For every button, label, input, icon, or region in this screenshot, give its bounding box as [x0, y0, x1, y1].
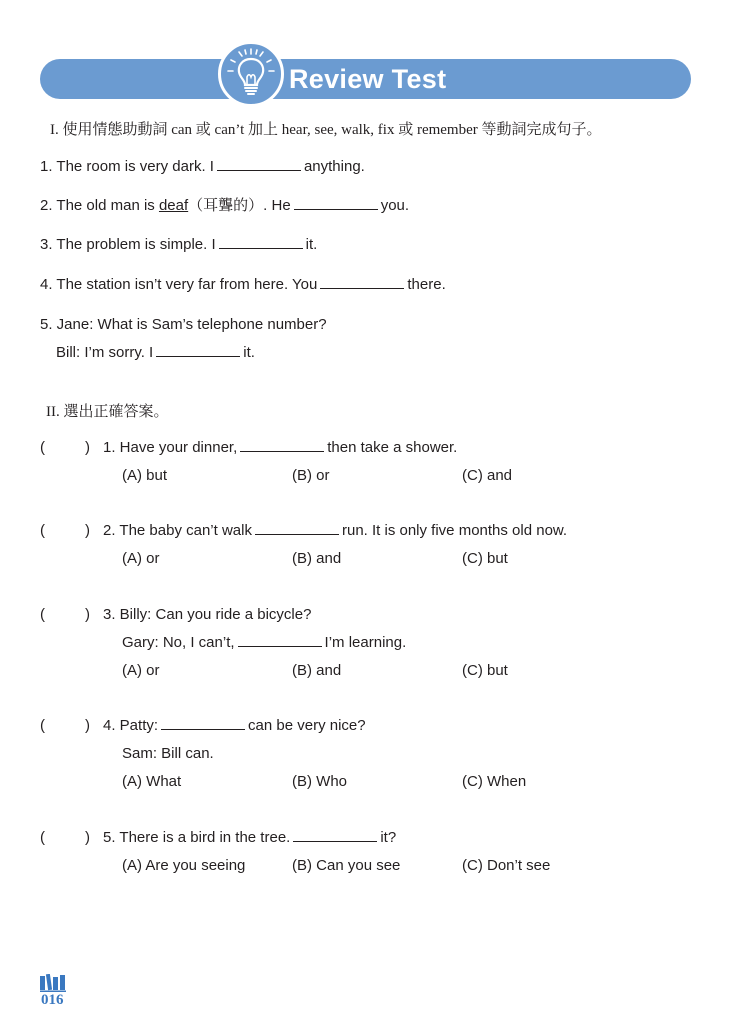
s1-item-5-reply-text: Bill: I’m sorry. I: [56, 344, 154, 361]
s1-item-3: [40, 236, 317, 254]
paren-open: (: [40, 522, 45, 539]
s1-item-3-end: it.: [305, 236, 318, 253]
option-a[interactable]: (A) Are you seeing: [122, 857, 246, 874]
lightbulb-icon: [218, 41, 284, 107]
s1-item-4-end: there.: [407, 276, 446, 293]
s1-item-4: [40, 276, 446, 294]
s1-item-2-text: 2. The old man is: [40, 197, 155, 214]
s2-question-4: [103, 717, 366, 735]
s2-question-1: [103, 439, 457, 457]
option-a[interactable]: (A) or: [122, 662, 160, 679]
s1-item-5-reply-end: it.: [243, 344, 255, 361]
option-b[interactable]: (B) or: [292, 467, 330, 484]
s1-item-2-end: you.: [380, 197, 410, 214]
page-number: 016: [41, 992, 64, 1008]
paren-close: ): [85, 829, 90, 846]
s2-question-3-reply: [122, 634, 406, 652]
s2-q1-text: 1. Have your dinner,: [103, 439, 238, 456]
option-b[interactable]: (B) and: [292, 662, 342, 679]
option-b[interactable]: (B) Who: [292, 773, 348, 790]
answer-blank[interactable]: [238, 634, 322, 647]
s2-question-4-reply: Sam: Bill can.: [122, 745, 214, 762]
s2-question-5: [103, 829, 396, 847]
answer-blank[interactable]: [293, 829, 377, 842]
s2-q3-reply-text: Gary: No, I can’t,: [122, 634, 235, 651]
s1-item-1: [40, 158, 365, 176]
paren-open: (: [40, 829, 45, 846]
paren-close: ): [85, 439, 90, 456]
answer-blank[interactable]: [294, 197, 378, 210]
answer-blank[interactable]: [240, 439, 324, 452]
s1-item-5: 5. Jane: What is Sam’s telephone number?: [40, 316, 327, 333]
paren-open: (: [40, 606, 45, 623]
option-a[interactable]: (A) What: [122, 773, 182, 790]
option-c[interactable]: (C) and: [462, 467, 513, 484]
s2-question-3: 3. Billy: Can you ride a bicycle?: [103, 606, 312, 623]
underlined-word: deaf: [158, 197, 189, 214]
paren-close: ): [85, 522, 90, 539]
option-c[interactable]: (C) When: [462, 773, 527, 790]
answer-blank[interactable]: [156, 344, 240, 357]
answer-blank[interactable]: [320, 276, 404, 289]
s1-item-2: [40, 197, 409, 215]
section-1-heading: I. 使用情態助動詞 can 或 can’t 加上 hear, see, walk, fix 或 remember 等動詞完成句子。: [50, 122, 602, 138]
option-b[interactable]: (B) and: [292, 550, 342, 567]
s2-q5-end: it?: [380, 829, 397, 846]
paren-open: (: [40, 439, 45, 456]
answer-blank[interactable]: [161, 717, 245, 730]
s1-item-1-end: anything.: [303, 158, 365, 175]
s2-q1-end: then take a shower.: [327, 439, 458, 456]
s1-item-3-text: 3. The problem is simple. I: [40, 236, 216, 253]
paren-close: ): [85, 717, 90, 734]
paren-close: ): [85, 606, 90, 623]
s1-item-4-text: 4. The station isn’t very far from here. You: [40, 276, 318, 293]
s2-q5-text: 5. There is a bird in the tree.: [103, 829, 291, 846]
option-c[interactable]: (C) Don’t see: [462, 857, 551, 874]
s1-item-1-text: 1. The room is very dark. I: [40, 158, 214, 175]
option-c[interactable]: (C) but: [462, 550, 508, 567]
s1-item-2-gloss: （耳聾的）. He: [188, 197, 291, 214]
option-a[interactable]: (A) or: [122, 550, 160, 567]
s2-q3-reply-end: I’m learning.: [324, 634, 407, 651]
option-a[interactable]: (A) but: [122, 467, 168, 484]
answer-blank[interactable]: [255, 522, 339, 535]
page-title: Review Test: [289, 64, 447, 94]
s2-q2-text: 2. The baby can’t walk: [103, 522, 252, 539]
paren-open: (: [40, 717, 45, 734]
option-c[interactable]: (C) but: [462, 662, 508, 679]
section-2-heading: II. 選出正確答案。: [46, 404, 169, 420]
option-b[interactable]: (B) Can you see: [292, 857, 401, 874]
answer-blank[interactable]: [217, 158, 301, 171]
s2-q2-end: run. It is only five months old now.: [341, 522, 568, 539]
s2-q4-text: 4. Patty:: [103, 717, 159, 734]
answer-blank[interactable]: [219, 236, 303, 249]
s2-q4-end: can be very nice?: [248, 717, 366, 734]
s1-item-5-reply: [56, 344, 255, 362]
s2-question-2: [103, 522, 567, 540]
